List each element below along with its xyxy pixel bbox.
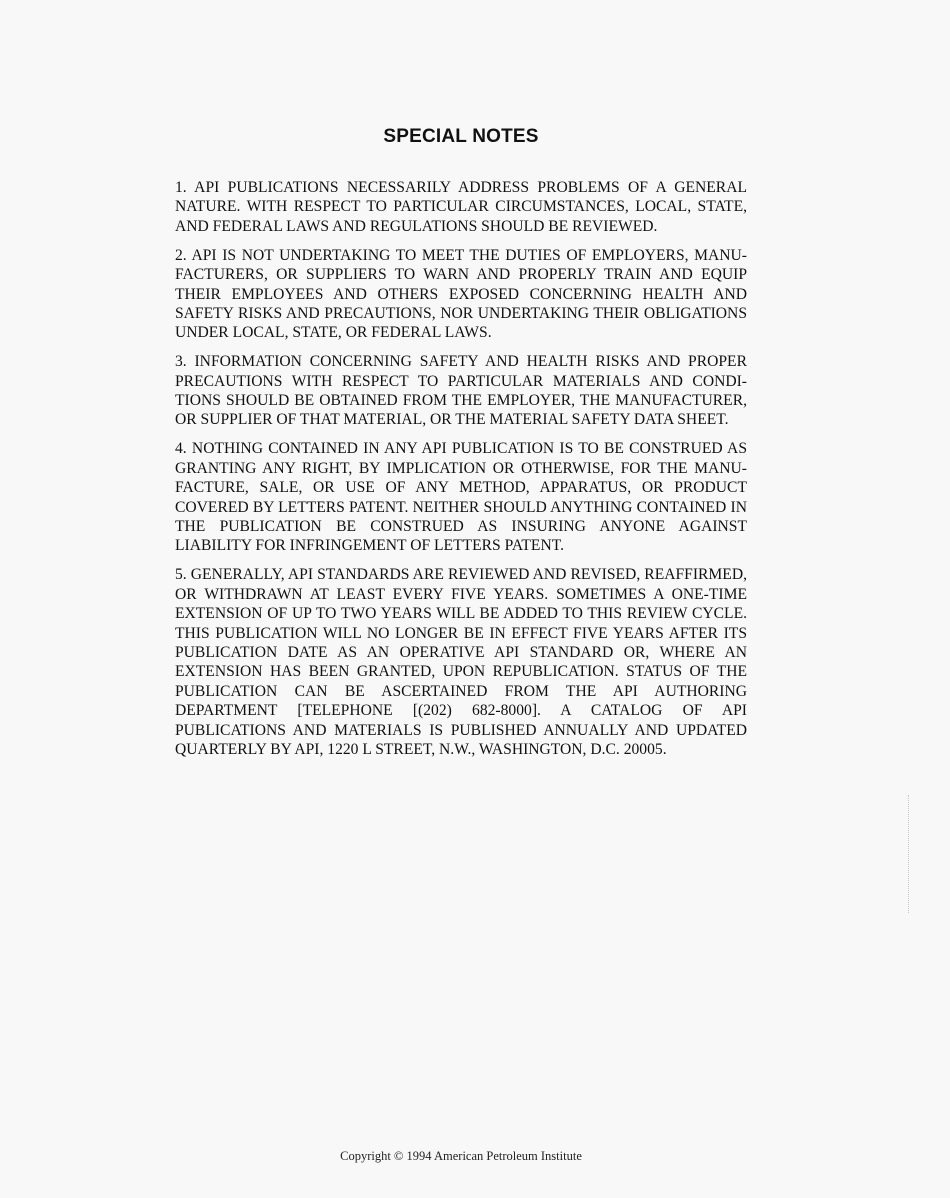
note-4: 4. NOTHING CONTAINED IN ANY API PUBLICATION IS TO BE CONSTRUED AS GRANTING ANY RIGHT, BY IMPLICATION OR OTHERWISE, FOR THE MANUFACTURE, SALE, OR USE OF ANY METHOD, APPARATUS, OR PRODUCT COVERED BY LETTERS PATENT. NEITHER SHOULD ANYTHING CONTAINED IN THE PUBLICATION BE CONSTRUED AS INSURING ANYONE AGAINST LIABILITY FOR INFRINGEMENT OF LETTERS PATENT. <box>175 440 747 555</box>
note-1: 1. API PUBLICATIONS NECESSARILY ADDRESS PROBLEMS OF A GENERAL NATURE. WITH RESPECT TO PARTICULAR CIRCUMSTANCES, LOCAL, STATE, AND FEDERAL LAWS AND REGULATIONS SHOULD BE REVIEWED. <box>175 179 747 235</box>
scan-margin-marks <box>908 795 911 913</box>
note-2: 2. API IS NOT UNDERTAKING TO MEET THE DUTIES OF EMPLOYERS, MANUFACTURERS, OR SUPPLIERS TO WARN AND PROPERLY TRAIN AND EQUIP THEIR EMPLOYEES AND OTHERS EXPOSED CONCERNING HEALTH AND SAFETY RISKS AND PRECAUTIONS, NOR UNDERTAKING THEIR OBLIGATIONS UNDER LOCAL, STATE, OR FEDERAL LAWS. <box>175 246 747 342</box>
special-notes-list <box>175 178 747 769</box>
copyright-footer: Copyright © 1994 American Petroleum Institute <box>340 1149 582 1163</box>
note-5: 5. GENERALLY, API STANDARDS ARE REVIEWED AND REVISED, REAFFIRMED, OR WITHDRAWN AT LEAST EVERY FIVE YEARS. SOMETIMES A ONE-TIME EXTENSION OF UP TO TWO YEARS WILL BE ADDED TO THIS REVIEW CYCLE. THIS PUBLICATION WILL NO LONGER BE IN EFFECT FIVE YEARS AFTER ITS PUBLICATION DATE AS AN OPERATIVE API STANDARD OR, WHERE AN EXTENSION HAS BEEN GRANTED, UPON REPUBLICATION. STATUS OF THE PUBLICATION CAN BE ASCERTAINED FROM THE API AUTHORING DEPARTMENT [TELEPHONE [(202) 682-8000]. A CATALOG OF API PUBLICATIONS AND MATERIALS IS PUBLISHED ANNUALLY AND UPDATED QUARTERLY BY API, 1220 L STREET, N.W., WASHINGTON, D.C. 20005. <box>175 566 747 758</box>
note-3: 3. INFORMATION CONCERNING SAFETY AND HEALTH RISKS AND PROPER PRECAUTIONS WITH RESPECT TO PARTICULAR MATERIALS AND CONDITIONS SHOULD BE OBTAINED FROM THE EMPLOYER, THE MANUFACTURER, OR SUPPLIER OF THAT MATERIAL, OR THE MATERIAL SAFETY DATA SHEET. <box>175 353 747 429</box>
page-title: SPECIAL NOTES <box>383 126 539 147</box>
